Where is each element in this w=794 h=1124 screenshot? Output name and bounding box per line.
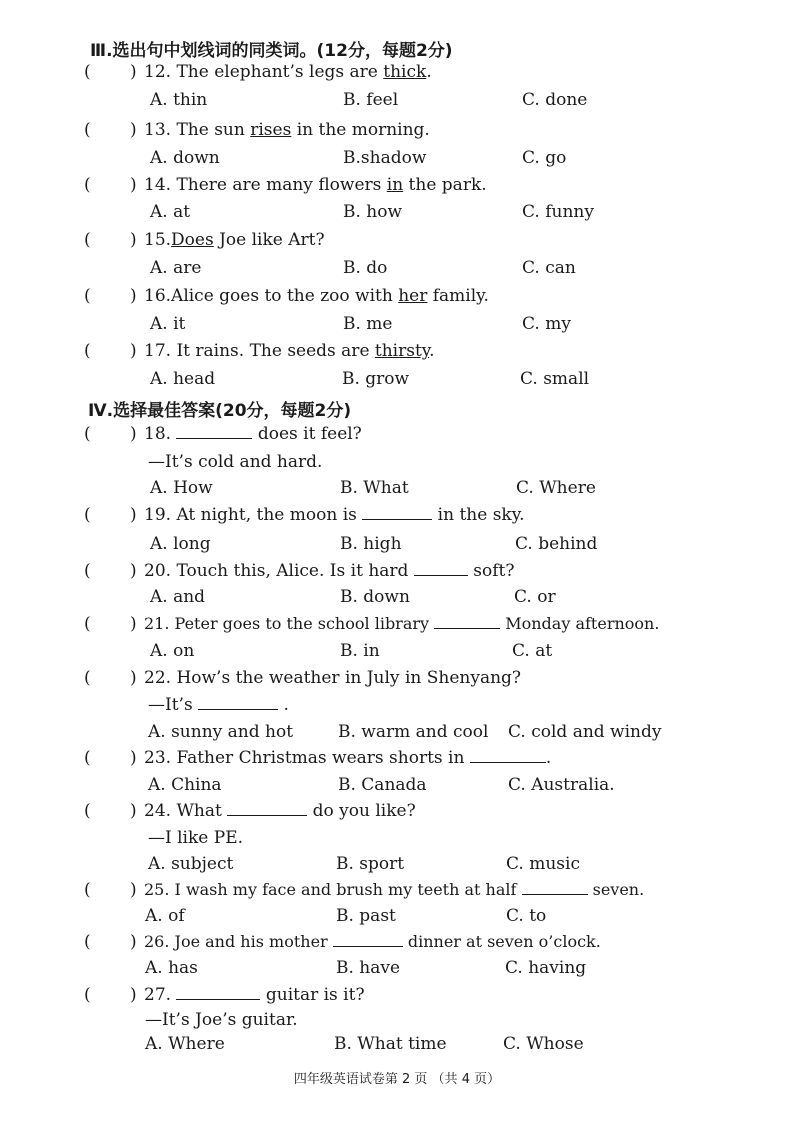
option-b: B. grow xyxy=(342,369,410,389)
options-22 xyxy=(0,722,794,746)
option-a: A. subject xyxy=(148,854,234,874)
option-a: A. head xyxy=(150,369,216,389)
options-17 xyxy=(0,369,794,393)
answer-paren-open: ( xyxy=(84,561,91,581)
question-text: 17. It rains. The seeds are thirsty. xyxy=(144,341,435,361)
options-19 xyxy=(0,534,794,558)
option-a: A. has xyxy=(145,958,198,978)
underlined-word: her xyxy=(398,286,428,306)
sub-line-24: —I like PE. xyxy=(148,828,244,848)
option-a: A. it xyxy=(150,314,186,334)
option-b: B. down xyxy=(340,587,410,607)
question-text: 27. guitar is it? xyxy=(144,985,365,1005)
option-c: C. to xyxy=(506,906,547,926)
option-c: C. Australia. xyxy=(508,775,615,795)
answer-paren-close: ) xyxy=(130,932,137,952)
options-18 xyxy=(0,478,794,502)
options-21 xyxy=(0,641,794,665)
option-c: C. small xyxy=(520,369,590,389)
option-a: A. China xyxy=(148,775,222,795)
question-text: 22. How’s the weather in July in Shenyang? xyxy=(144,668,522,688)
option-b: B. What xyxy=(340,478,409,498)
options-27 xyxy=(0,1034,794,1058)
answer-blank xyxy=(198,695,278,710)
answer-paren-open: ( xyxy=(84,230,91,250)
answer-blank xyxy=(176,424,252,439)
question-text: 26. Joe and his mother dinner at seven o’clock. xyxy=(144,932,601,951)
option-c: C. having xyxy=(505,958,587,978)
option-c: C. music xyxy=(506,854,580,874)
option-b: B. high xyxy=(340,534,402,554)
option-b: B. do xyxy=(343,258,388,278)
options-26 xyxy=(0,958,794,982)
option-a: A. thin xyxy=(150,90,208,110)
answer-paren-open: ( xyxy=(84,801,91,821)
underlined-word: thick xyxy=(383,62,427,82)
options-12 xyxy=(0,90,794,114)
option-c: C. go xyxy=(522,148,567,168)
option-a: A. on xyxy=(150,641,195,661)
answer-paren-close: ) xyxy=(130,62,137,82)
section-3-title: Ⅲ.选出句中划线词的同类词。(12分，每题2分) xyxy=(90,41,453,61)
answer-blank xyxy=(470,748,546,763)
answer-paren-open: ( xyxy=(84,668,91,688)
answer-paren-open: ( xyxy=(84,120,91,140)
underlined-word: Does xyxy=(171,230,214,250)
option-b: B. in xyxy=(340,641,380,661)
question-text: 13. The sun rises in the morning. xyxy=(144,120,430,140)
option-c: C. my xyxy=(522,314,571,334)
options-13 xyxy=(0,148,794,172)
underlined-word: rises xyxy=(250,120,292,140)
answer-paren-close: ) xyxy=(130,341,137,361)
question-text: 18. does it feel? xyxy=(144,424,362,444)
answer-paren-close: ) xyxy=(130,614,137,634)
option-b: B. have xyxy=(336,958,401,978)
answer-paren-open: ( xyxy=(84,341,91,361)
answer-paren-close: ) xyxy=(130,120,137,140)
option-a: A. are xyxy=(150,258,202,278)
answer-paren-open: ( xyxy=(84,880,91,900)
answer-paren-close: ) xyxy=(130,561,137,581)
answer-paren-open: ( xyxy=(84,505,91,525)
option-c: C. or xyxy=(514,587,556,607)
answer-paren-close: ) xyxy=(130,880,137,900)
option-b: B. What time xyxy=(334,1034,447,1054)
option-c: C. done xyxy=(522,90,588,110)
answer-blank xyxy=(227,801,307,816)
question-text: 21. Peter goes to the school library Monday afternoon. xyxy=(144,614,660,633)
option-c: C. behind xyxy=(515,534,598,554)
question-text: 23. Father Christmas wears shorts in . xyxy=(144,748,552,768)
option-a: A. at xyxy=(150,202,191,222)
answer-paren-open: ( xyxy=(84,985,91,1005)
answer-paren-open: ( xyxy=(84,175,91,195)
question-text: 25. I wash my face and brush my teeth at half seven. xyxy=(144,880,645,899)
option-c: C. Where xyxy=(516,478,596,498)
answer-paren-open: ( xyxy=(84,286,91,306)
option-b: B. warm and cool xyxy=(338,722,489,742)
section-4-title: Ⅳ.选择最佳答案(20分，每题2分) xyxy=(88,401,352,421)
answer-paren-open: ( xyxy=(84,748,91,768)
sub-line-27: —It’s Joe’s guitar. xyxy=(145,1010,298,1030)
answer-paren-open: ( xyxy=(84,424,91,444)
option-b: B. feel xyxy=(343,90,399,110)
option-b: B. me xyxy=(343,314,393,334)
option-a: A. long xyxy=(150,534,211,554)
answer-paren-close: ) xyxy=(130,985,137,1005)
answer-blank xyxy=(414,561,468,576)
answer-paren-open: ( xyxy=(84,932,91,952)
options-23 xyxy=(0,775,794,799)
page-footer: 四年级英语试卷第 2 页 （共 4 页） xyxy=(293,1072,501,1087)
option-a: A. Where xyxy=(145,1034,225,1054)
options-24 xyxy=(0,854,794,878)
answer-blank xyxy=(333,932,403,947)
answer-paren-open: ( xyxy=(84,62,91,82)
option-c: C. can xyxy=(522,258,576,278)
answer-paren-open: ( xyxy=(84,614,91,634)
question-text: 14. There are many flowers in the park. xyxy=(144,175,487,195)
option-b: B. Canada xyxy=(338,775,427,795)
answer-paren-close: ) xyxy=(130,505,137,525)
option-a: A. down xyxy=(150,148,220,168)
options-15 xyxy=(0,258,794,282)
answer-paren-close: ) xyxy=(130,286,137,306)
question-text: 15.Does Joe like Art? xyxy=(144,230,325,250)
sub-line-18: —It’s cold and hard. xyxy=(148,452,323,472)
sub-line-22: —It’s . xyxy=(148,695,289,715)
option-c: C. funny xyxy=(522,202,594,222)
answer-paren-close: ) xyxy=(130,424,137,444)
question-text: 20. Touch this, Alice. Is it hard soft? xyxy=(144,561,515,581)
option-c: C. at xyxy=(512,641,553,661)
answer-blank xyxy=(522,880,588,895)
answer-blank xyxy=(176,985,260,1000)
options-16 xyxy=(0,314,794,338)
question-text: 16.Alice goes to the zoo with her family. xyxy=(144,286,489,306)
option-a: A. and xyxy=(150,587,206,607)
options-20 xyxy=(0,587,794,611)
option-a: A. sunny and hot xyxy=(148,722,294,742)
option-a: A. of xyxy=(145,906,185,926)
options-14 xyxy=(0,202,794,226)
underlined-word: in xyxy=(386,175,404,195)
options-25 xyxy=(0,906,794,930)
answer-paren-close: ) xyxy=(130,801,137,821)
answer-paren-close: ) xyxy=(130,175,137,195)
option-b: B. how xyxy=(343,202,403,222)
option-b: B. past xyxy=(336,906,396,926)
question-text: 12. The elephant’s legs are thick. xyxy=(144,62,432,82)
option-b: B.shadow xyxy=(343,148,427,168)
answer-paren-close: ) xyxy=(130,668,137,688)
option-c: C. Whose xyxy=(503,1034,584,1054)
option-c: C. cold and windy xyxy=(508,722,662,742)
underlined-word: thirsty xyxy=(374,341,430,361)
question-text: 19. At night, the moon is in the sky. xyxy=(144,505,525,525)
answer-blank xyxy=(434,614,500,629)
question-text: 24. What do you like? xyxy=(144,801,416,821)
answer-paren-close: ) xyxy=(130,230,137,250)
answer-blank xyxy=(362,505,432,520)
option-b: B. sport xyxy=(336,854,405,874)
option-a: A. How xyxy=(150,478,213,498)
answer-paren-close: ) xyxy=(130,748,137,768)
